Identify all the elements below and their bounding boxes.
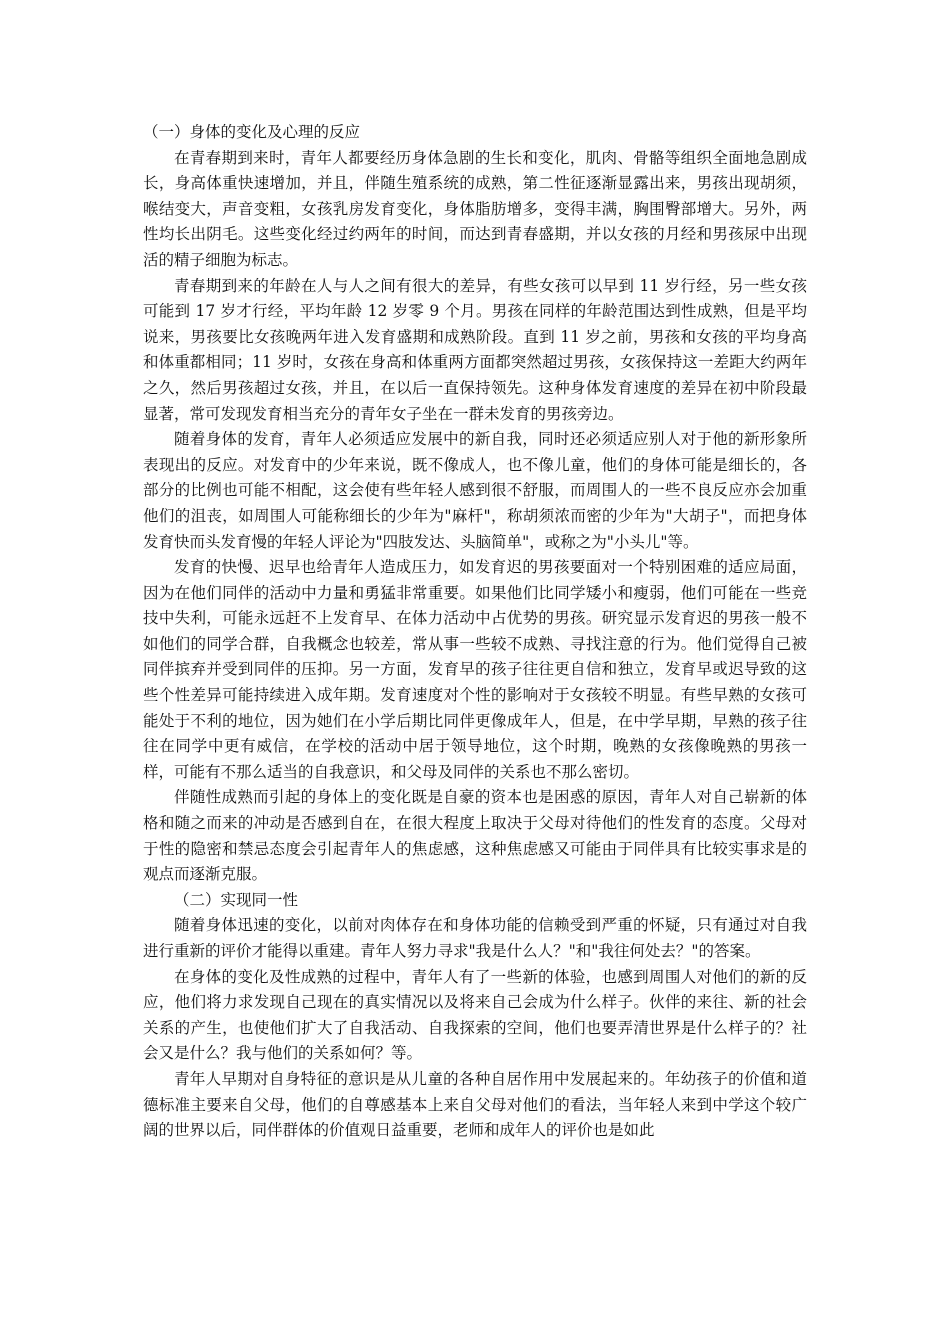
paragraph: 青年人早期对自身特征的意识是从儿童的各种自居作用中发展起来的。年幼孩子的价值和道德标准主要来自父母，他们的自尊感基本上来自父母对他们的看法，当年轻人来到中学这个较广阔的世界以后，同伴群体的价值观日益重要，老师和成年人的评价也是如此 [143,1069,807,1140]
section-heading-identity: （二）实现同一性 [174,890,299,909]
paragraph: 伴随性成熟而引起的身体上的变化既是自豪的资本也是困惑的原因，青年人对自己崭新的体格和随之而来的冲动是否感到自在，在很大程度上取决于父母对待他们的性发育的态度。父母对于性的隐密和禁忌态度会引起青年人的焦虑感，这种焦虑感又可能由于同伴具有比较实事求是的观点而逐渐克服。 [143,788,807,884]
paragraph: 青春期到来的年龄在人与人之间有很大的差异，有些女孩可以早到 11 岁行经，另一些女孩可能到 17 岁才行经，平均年龄 12 岁零 9 个月。男孩在同样的年龄范围达到性成熟，但是平均说来，男孩要比女孩晚两年进入发育盛期和成熟阶段。直到 11 岁之前，男孩和女孩的平均身高和体重都相同；11 岁时，女孩在身高和体重两方面都突然超过男孩，女孩保持这一差距大约两年之久，然后男孩超过女孩，并且，在以后一直保持领先。这种身体发育速度的差异在初中阶段最显著，常可发现发育相当充分的青年女子坐在一群未发育的男孩旁边。 [143,276,807,423]
paragraph: 在身体的变化及性成熟的过程中，青年人有了一些新的体验，也感到周围人对他们的新的反应，他们将力求发现自己现在的真实情况以及将来自己会成为什么样子。伙伴的来往、新的社会关系的产生，也使他们扩大了自我活动、自我探索的空间，他们也要弄清世界是什么样子的？社会又是什么？我与他们的关系如何？等。 [143,967,807,1063]
paragraph: 随着身体的发育，青年人必须适应发展中的新自我，同时还必须适应别人对于他的新形象所表现出的反应。对发育中的少年来说，既不像成人，也不像儿童，他们的身体可能是细长的，各部分的比例也可能不相配，这会使有些年轻人感到很不舒服，而周围人的一些不良反应亦会加重他们的沮丧，如周围人可能称细长的少年为"麻杆"，称胡须浓而密的少年为"大胡子"，而把身体发育快而头发育慢的年轻人评论为"四肢发达、头脑简单"，或称之为"小头儿"等。 [143,430,807,551]
paragraph: 在青春期到来时，青年人都要经历身体急剧的生长和变化，肌肉、骨骼等组织全面地急剧成长，身高体重快速增加，并且，伴随生殖系统的成熟，第二性征逐渐显露出来，男孩出现胡须，喉结变大，声音变粗，女孩乳房发育变化，身体脂肪增多，变得丰满，胸围臀部增大。另外，两性均长出阴毛。这些变化经过约两年的时间，而达到青春盛期，并以女孩的月经和男孩尿中出现活的精子细胞为标志。 [143,148,807,269]
section-heading-body-changes: （一）身体的变化及心理的反应 [143,123,361,141]
paragraph: 发育的快慢、迟早也给青年人造成压力，如发育迟的男孩要面对一个特别困难的适应局面，因为在他们同伴的活动中力量和勇猛非常重要。如果他们比同学矮小和瘦弱，他们可能在一些竞技中失利，可能永远赶不上发育早、在体力活动中占优势的男孩。研究显示发育迟的男孩一般不如他们的同学合群，自我概念也较差，常从事一些较不成熟、寻找注意的行为。他们觉得自己被同伴摈弃并受到同伴的压抑。另一方面，发育早的孩子往往更自信和独立，发育早或迟导致的这些个性差异可能持续进入成年期。发育速度对个性的影响对于女孩较不明显。有些早熟的女孩可能处于不利的地位，因为她们在小学后期比同伴更像成年人，但是，在中学早期，早熟的孩子往往在同学中更有威信，在学校的活动中居于领导地位，这个时期，晚熟的女孩像晚熟的男孩一样，可能有不那么适当的自我意识，和父母及同伴的关系也不那么密切。 [143,558,807,781]
document-page [143,120,807,1144]
paragraph: 随着身体迅速的变化，以前对肉体存在和身体功能的信赖受到严重的怀疑，只有通过对自我进行重新的评价才能得以重建。青年人努力寻求"我是什么人？"和"我往何处去？"的答案。 [143,916,807,960]
